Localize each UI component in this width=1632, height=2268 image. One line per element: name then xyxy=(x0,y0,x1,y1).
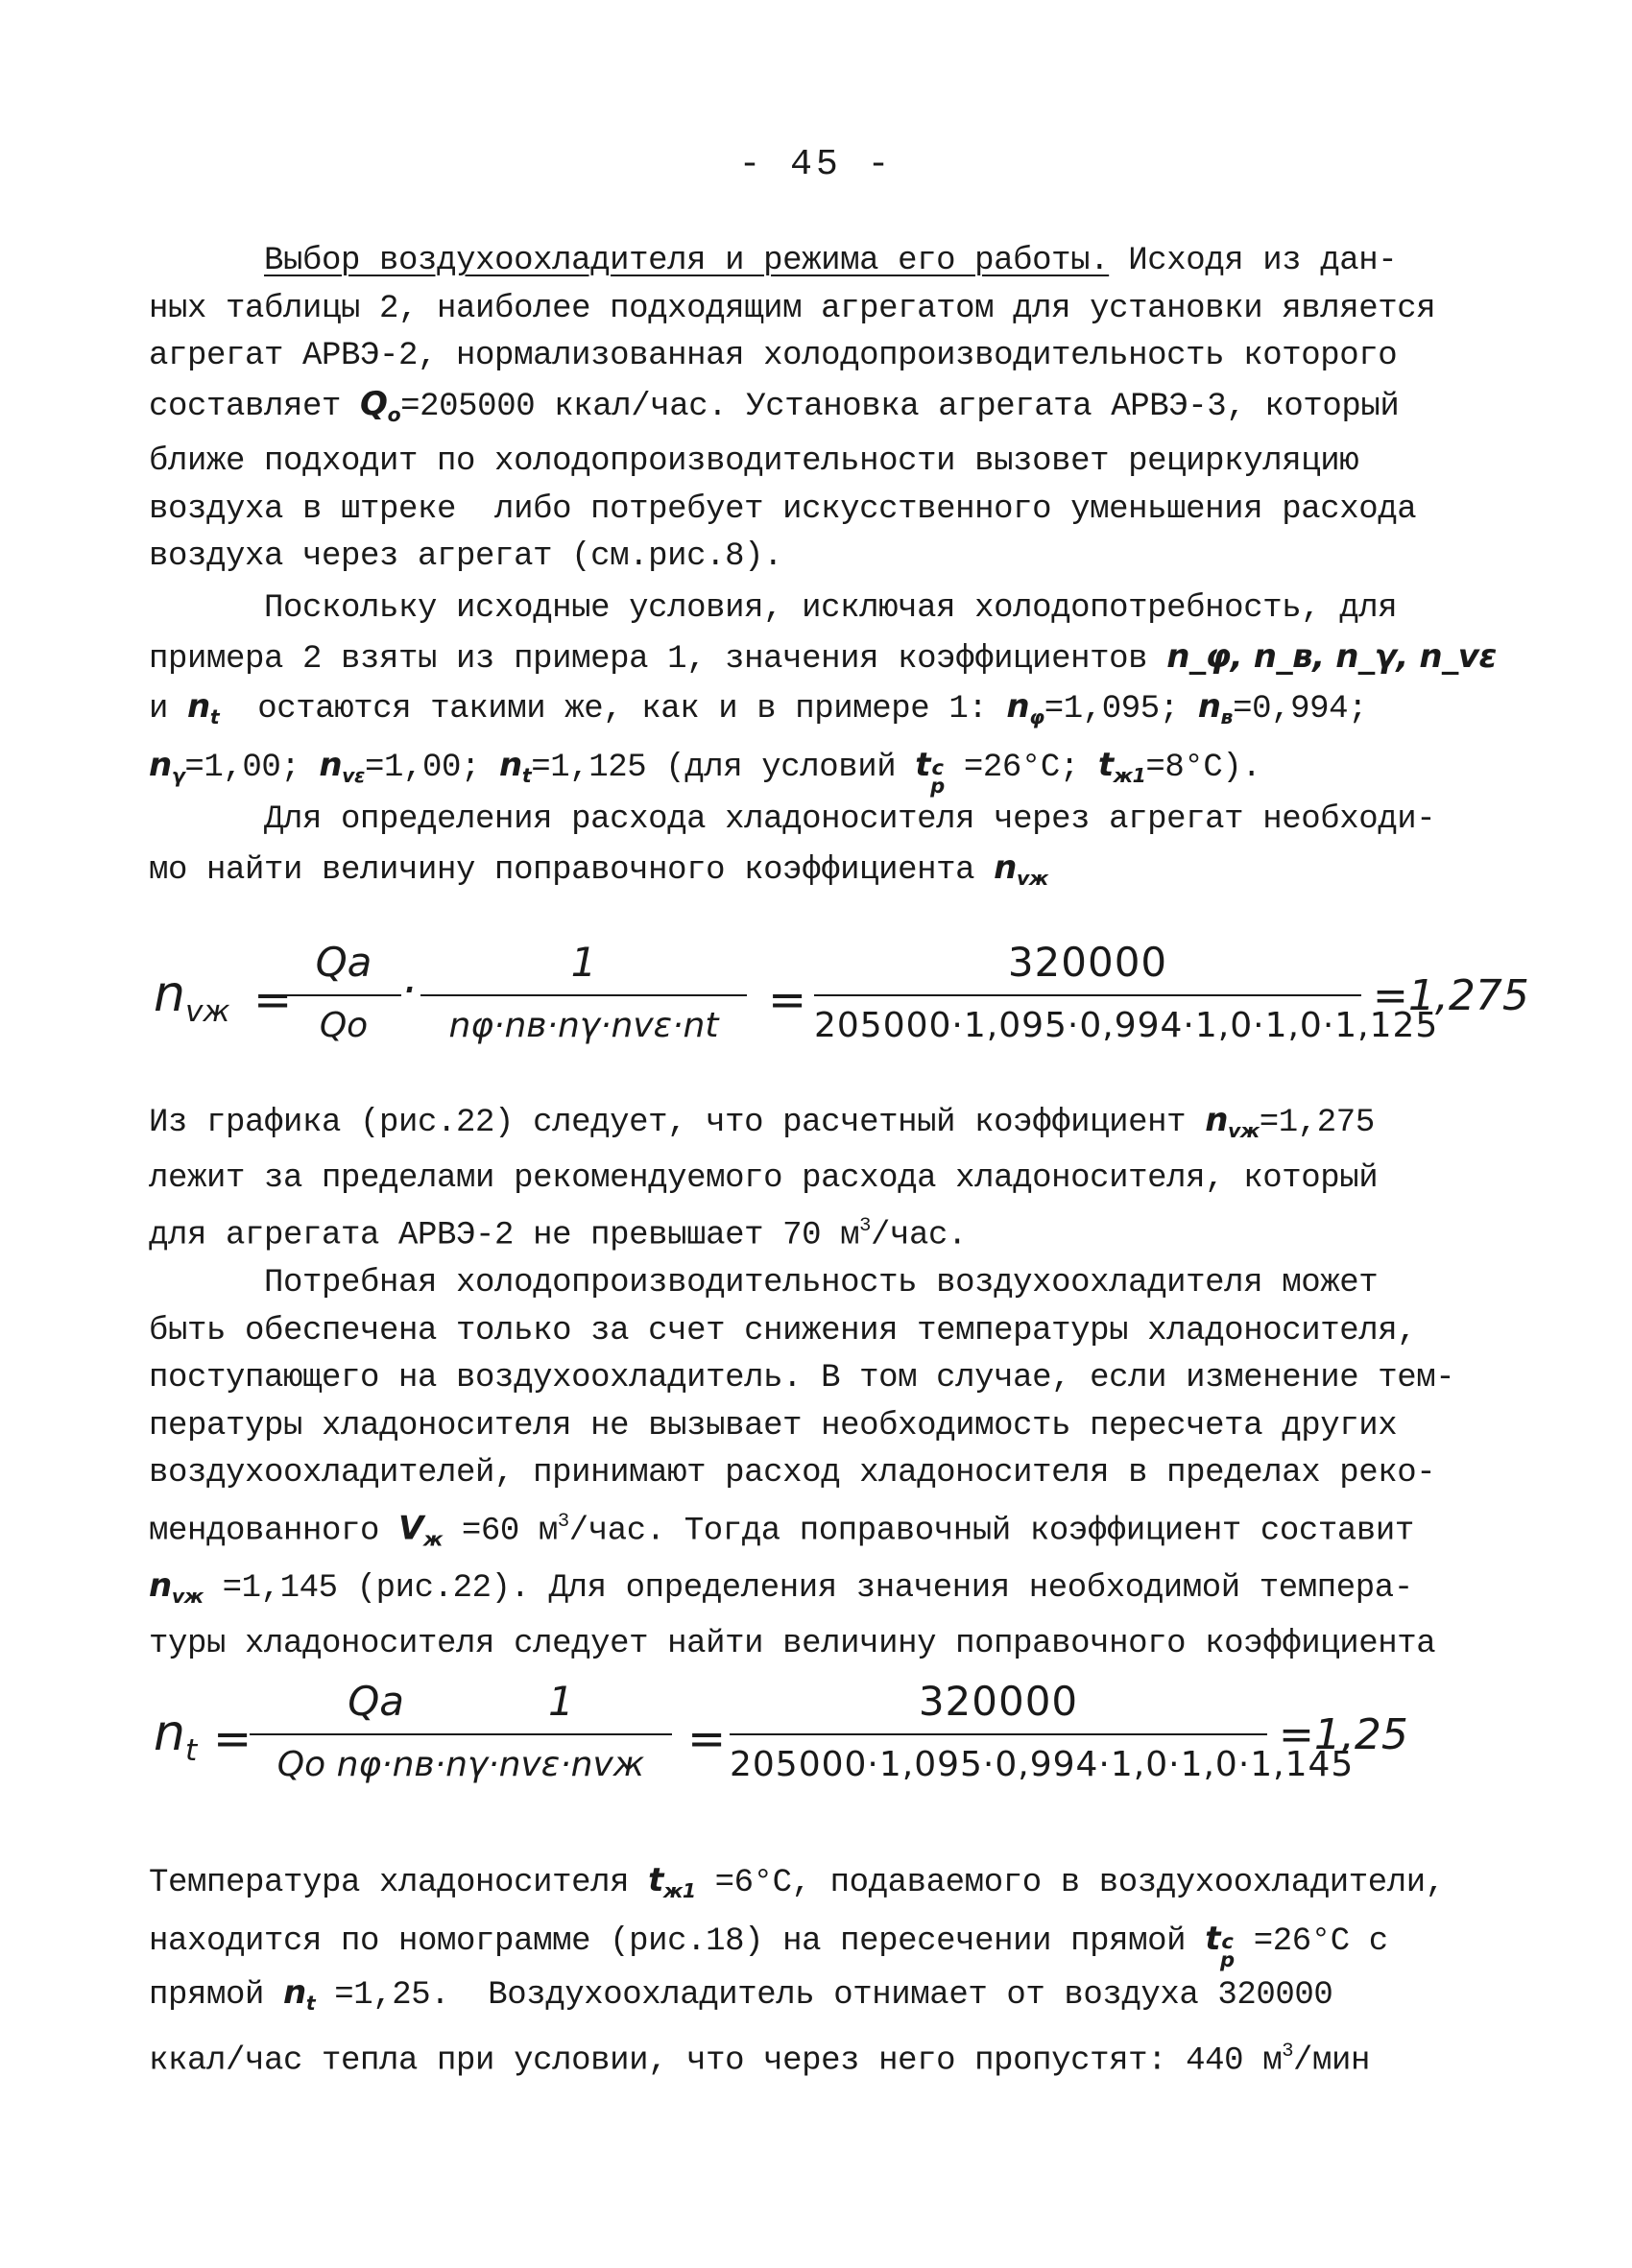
symbol-n: n xyxy=(1197,687,1221,726)
symbol-n: n xyxy=(319,745,343,784)
fraction-denominator: Qo nφ·nв·nγ·nvε·nvж xyxy=(276,1745,645,1784)
fraction-numeric: 320000 205000·1,095·0,994·1,0·1,0·1,145 xyxy=(730,1678,1355,1784)
text: =1,25. Воздухоохладитель отнимает от воздуха 320000 xyxy=(315,1977,1333,2015)
text-line: воздухоохладителей, принимают расход хладоносителя в пределах реко- xyxy=(149,1455,1436,1492)
symbol-subscript: o xyxy=(387,402,401,426)
text-line: ных таблицы 2, наиболее подходящим агрегатом для установки является xyxy=(149,290,1436,327)
text: и xyxy=(149,691,188,728)
text: Из графика (рис.22) следует, что расчетный коэффициент xyxy=(149,1105,1206,1141)
paragraph-choice-of-cooler xyxy=(149,238,1493,582)
paragraph-coefficients xyxy=(149,585,1498,800)
paragraph-graph-result xyxy=(149,1097,1493,1260)
text-line: туры хладоносителя следует найти величину поправочного коэффициента xyxy=(149,1626,1436,1662)
symbol-t: t xyxy=(648,1861,663,1899)
text: =8°C). xyxy=(1145,749,1261,786)
text-line: Для определения расхода хладоносителя через агрегат необходи- xyxy=(149,801,1436,838)
fraction-numerator: Qa 1 xyxy=(348,1678,574,1725)
text-line: Поскольку исходные условия, исключая холодопотребность, для xyxy=(149,590,1398,627)
text: /час. xyxy=(870,1217,967,1254)
text: =26°C; xyxy=(944,749,1098,786)
superscript: 3 xyxy=(557,1510,569,1533)
formula-n-t xyxy=(154,1670,1517,1814)
symbol-subscript: vε xyxy=(342,763,365,787)
paragraph-cooling-capacity xyxy=(149,1260,1493,1669)
text-line: воздуха в штреке либо потребует искусственного уменьшения расхода xyxy=(149,490,1417,528)
symbol-t: t xyxy=(1097,745,1114,784)
formula-n-vzh xyxy=(154,931,1529,1075)
text: =1,00; xyxy=(184,749,320,786)
fraction-numeric: 320000 205000·1,095·0,994·1,0·1,0·1,125 xyxy=(814,939,1439,1045)
text-line: Потребная холодопроизводительность воздухоохладителя может xyxy=(149,1265,1379,1301)
text-line: лежит за пределами рекомендуемого расхода хладоносителя, который xyxy=(149,1159,1379,1197)
text-line: агрегат АРВЭ-2, нормализованная холодопроизводительность которого xyxy=(149,338,1398,374)
symbol-sup-sub: c p xyxy=(1220,1929,1235,1972)
symbol-subscript: γ xyxy=(171,763,185,787)
symbol-subscript: vж xyxy=(171,1585,204,1609)
text: находится по номограмме (рис.18) на пересечении прямой xyxy=(149,1922,1206,1960)
section-heading: Выбор воздухоохладителя и режима его работы. xyxy=(264,243,1110,279)
symbol-n: n xyxy=(994,848,1017,887)
symbol-subscript: ж xyxy=(422,1526,443,1550)
text: /час. Тогда поправочный коэффициент составит xyxy=(568,1512,1414,1549)
symbol-subscript: t xyxy=(209,705,220,729)
text: Температура хладоносителя xyxy=(149,1865,649,1901)
symbol-sup-sub: c p xyxy=(930,755,945,799)
symbol-q: Q xyxy=(360,384,388,423)
text-line: пературы хладоносителя не вызывает необходимость пересчета других xyxy=(149,1407,1398,1444)
text: ккал/час тепла при условии, что через него пропустят: 440 м xyxy=(149,2042,1283,2080)
text: мо найти величину поправочного коэффициента xyxy=(149,851,995,889)
dot-operator: · xyxy=(401,964,417,1017)
superscript: 3 xyxy=(859,1215,871,1238)
fraction-coefficients xyxy=(250,1670,672,1795)
text-line: ближе подходит по холодопроизводительности вызовет рециркуляцию xyxy=(149,443,1359,481)
fraction-one-over-coefficients: 1 nφ·nв·nγ·nvε·nt xyxy=(420,931,747,1056)
text: =1,275 xyxy=(1259,1105,1375,1141)
page-number: - 45 - xyxy=(738,144,894,185)
text: =26°C с xyxy=(1234,1922,1388,1960)
paragraph-find-coefficient xyxy=(149,797,1493,902)
symbol-subscript: ж1 xyxy=(662,1879,696,1903)
symbol-subscript: ж1 xyxy=(1113,763,1146,787)
equals-sign: = xyxy=(253,973,293,1027)
formula-result: =1,275 xyxy=(1373,971,1529,1020)
equals-sign: = xyxy=(768,973,807,1027)
text: прямой xyxy=(149,1977,284,2015)
text: =1,125 (для условий xyxy=(531,749,916,786)
formula-lhs: $n_t$ xyxy=(154,1705,198,1768)
symbol-t: t xyxy=(915,745,931,784)
superscript: 3 xyxy=(1282,2040,1294,2063)
symbol-subscript: vж xyxy=(1016,866,1048,890)
text: мендованного xyxy=(149,1512,399,1549)
text: =0,994; xyxy=(1233,691,1368,728)
formula-lhs: $n_{vж}$ xyxy=(154,966,230,1029)
fraction-qa-qo: Qa Qo xyxy=(286,931,401,1056)
paragraph-coolant-temperature xyxy=(149,1857,1493,2086)
text: Исходя из дан- xyxy=(1109,243,1398,279)
symbol-n: n xyxy=(1006,687,1030,726)
symbol-subscript: t xyxy=(305,1992,316,2016)
equals-sign: = xyxy=(687,1712,727,1766)
symbol-n: n xyxy=(187,687,210,726)
text: =60 м xyxy=(442,1512,558,1549)
symbol-subscript: vж xyxy=(1228,1119,1260,1143)
symbol-n: n xyxy=(149,1566,172,1606)
text: =6°C, подаваемого в воздухоохладители, xyxy=(695,1865,1445,1901)
text: =205000 ккал/час. Установка агрегата АРВЭ-3, который xyxy=(400,388,1400,425)
text: остаются такими же, как и в примере 1: xyxy=(219,691,1007,728)
text-line: поступающего на воздухоохладитель. В том случае, если изменение тем- xyxy=(149,1360,1455,1397)
text: примера 2 взяты из примера 1, значения коэффициентов xyxy=(149,640,1167,678)
text-line: быть обеспечена только за счет снижения температуры хладоносителя, xyxy=(149,1312,1417,1349)
symbol-n: n xyxy=(499,745,522,784)
symbol-n: n xyxy=(283,1973,306,2013)
formula-result: =1,25 xyxy=(1279,1710,1408,1759)
text: =1,145 (рис.22). Для определения значения необходимой темпера- xyxy=(203,1570,1413,1608)
coefficient-symbols: n_φ, n_в, n_γ, n_vε xyxy=(1166,636,1498,676)
text: /мин xyxy=(1293,2042,1371,2080)
equals-sign: = xyxy=(213,1712,252,1766)
text: =1,00; xyxy=(365,749,500,786)
symbol-subscript: в xyxy=(1220,705,1234,729)
symbol-n: n xyxy=(1205,1101,1228,1139)
text: =1,095; xyxy=(1044,691,1198,728)
symbol-subscript: φ xyxy=(1029,705,1044,729)
text-line: воздуха через агрегат (см.рис.8). xyxy=(149,538,783,576)
text: для агрегата АРВЭ-2 не превышает 70 м xyxy=(149,1217,860,1254)
symbol-v: V xyxy=(398,1508,423,1547)
symbol-subscript: t xyxy=(521,763,532,787)
text: составляет xyxy=(149,388,361,425)
symbol-t: t xyxy=(1205,1919,1221,1958)
symbol-n: n xyxy=(149,745,172,784)
